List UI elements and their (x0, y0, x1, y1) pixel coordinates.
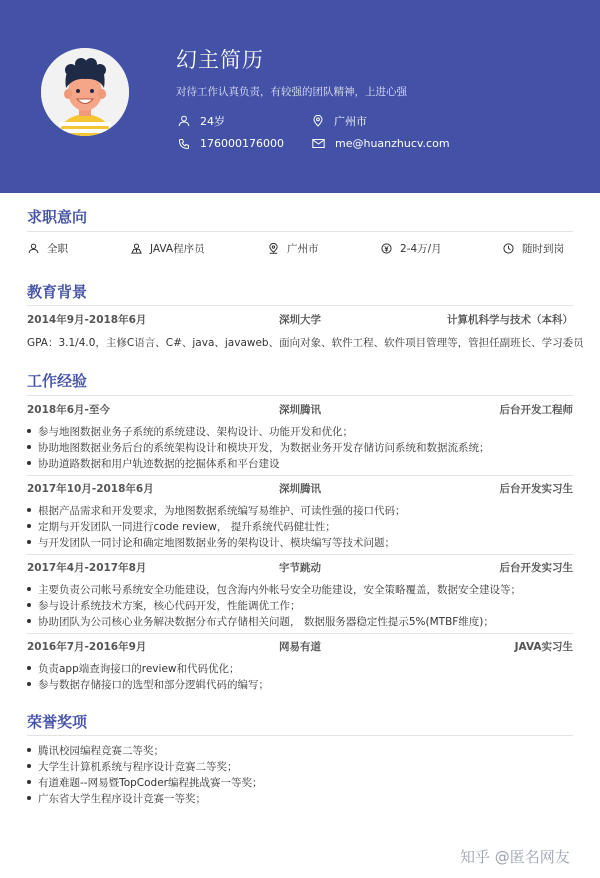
divider (27, 735, 573, 736)
intent-salary (381, 241, 442, 256)
intent-salary-text: 2-4万/月 (400, 243, 442, 255)
job-row (27, 560, 573, 574)
resume-name: 幻主简历 (176, 48, 264, 72)
email-text: me@huanzhucv.com (335, 137, 450, 150)
divider (27, 475, 573, 476)
intent-position (131, 241, 205, 256)
mail-icon (312, 138, 325, 149)
location-icon (268, 243, 279, 254)
education-school: 深圳大学 (279, 314, 321, 326)
clock-icon (503, 243, 514, 254)
job-role: JAVA实习生 (514, 641, 573, 653)
job-company: 深圳腾讯 (279, 404, 321, 416)
job-period: 2017年10月-2018年6月 (27, 483, 154, 495)
education-row (27, 312, 573, 326)
intent-city-text: 广州市 (287, 243, 319, 255)
intent-type-text: 全职 (47, 243, 68, 255)
info-city (312, 113, 367, 129)
avatar (41, 48, 129, 136)
job-role: 后台开发工程师 (499, 404, 573, 416)
phone-text: 176000176000 (200, 137, 284, 150)
list-item: 协助地图数据业务后台的系统架构设计和模块开发，为数据业务开发存储访问系统和数据流系统； (27, 440, 490, 455)
section-title-education: 教育背景 (27, 283, 88, 301)
list-item: 参与设计系统技术方案，核心代码开发，性能调优工作； (27, 598, 301, 613)
list-item: 负责app端查询接口的review和代码优化； (27, 661, 240, 676)
intent-city (268, 241, 319, 256)
list-item: 主要负责公司帐号系统安全功能建设，包含海内外帐号安全功能建设，安全策略覆盖，数据安全建设等； (27, 582, 521, 597)
list-item: 参与数据存储接口的选型和部分逻辑代码的编写； (27, 677, 269, 692)
divider (27, 395, 573, 396)
list-item: 根据产品需求和开发要求，为地图数据系统编写易维护、可读性强的接口代码； (27, 503, 406, 518)
divider (27, 554, 573, 555)
job-period: 2016年7月-2016年9月 (27, 641, 147, 653)
list-item: 广东省大学生程序设计竞赛一等奖； (27, 791, 206, 806)
info-email (312, 137, 450, 150)
intent-type (28, 241, 68, 256)
watermark: 知乎 @匿名网友 (460, 848, 570, 866)
divider (27, 633, 573, 634)
section-title-intent: 求职意向 (27, 208, 88, 226)
job-company: 宇节跳动 (279, 562, 321, 574)
phone-icon (178, 138, 190, 150)
list-item: 大学生计算机系统与程序设计竞赛二等奖； (27, 759, 238, 774)
location-icon (312, 115, 324, 127)
divider (27, 305, 573, 306)
intent-position-text: JAVA程序员 (150, 243, 205, 255)
user-icon (28, 243, 39, 254)
job-row (27, 402, 573, 416)
job-company: 深圳腾讯 (279, 483, 321, 495)
job-period: 2017年4月-2017年8月 (27, 562, 147, 574)
intent-arrival-text: 随时到岗 (522, 243, 564, 255)
intent-arrival (503, 241, 564, 256)
list-item: 腾讯校园编程竞赛二等奖； (27, 743, 164, 758)
list-item: 协助团队为公司核心业务解决数据分布式存储相关问题， 数据服务器稳定性提示5%(MTBF维度)； (27, 614, 494, 629)
divider (27, 231, 573, 232)
avatar-illustration-icon (41, 48, 129, 136)
job-role: 后台开发实习生 (499, 562, 573, 574)
education-desc: GPA：3.1/4.0，主修C语言、C#、java、javaweb、面向对象、软件工程、软件项目管理等，管担任副班长、学习委员 (27, 337, 584, 349)
age-text: 24岁 (200, 115, 225, 128)
list-item: 有道难题--网易暨TopCoder编程挑战赛一等奖； (27, 775, 263, 790)
list-item: 定期与开发团队一同进行code review， 提升系统代码健壮性； (27, 519, 336, 534)
section-title-work: 工作经验 (27, 372, 88, 390)
education-period: 2014年9月-2018年6月 (27, 314, 147, 326)
money-icon (381, 243, 392, 254)
job-period: 2018年6月-至今 (27, 404, 110, 416)
info-age (178, 113, 225, 129)
job-company: 网易有道 (279, 641, 321, 653)
list-item: 与开发团队一同讨论和确定地图数据业务的架构设计、模块编写等技术问题； (27, 535, 395, 550)
section-title-honors: 荣誉奖项 (27, 713, 88, 731)
info-phone (178, 137, 284, 150)
job-role: 后台开发实习生 (499, 483, 573, 495)
city-text: 广州市 (334, 115, 367, 128)
job-row (27, 481, 573, 495)
position-icon (131, 243, 142, 254)
education-major: 计算机科学与技术（本科） (447, 314, 573, 326)
resume-motto: 对待工作认真负责，有较强的团队精神，上进心强 (176, 86, 407, 98)
user-icon (178, 115, 190, 127)
list-item: 参与地图数据业务子系统的系统建设、架构设计、功能开发和优化； (27, 424, 353, 439)
list-item: 协助道路数据和用户轨迹数据的挖掘体系和平台建设 (27, 456, 280, 471)
job-row (27, 639, 573, 653)
